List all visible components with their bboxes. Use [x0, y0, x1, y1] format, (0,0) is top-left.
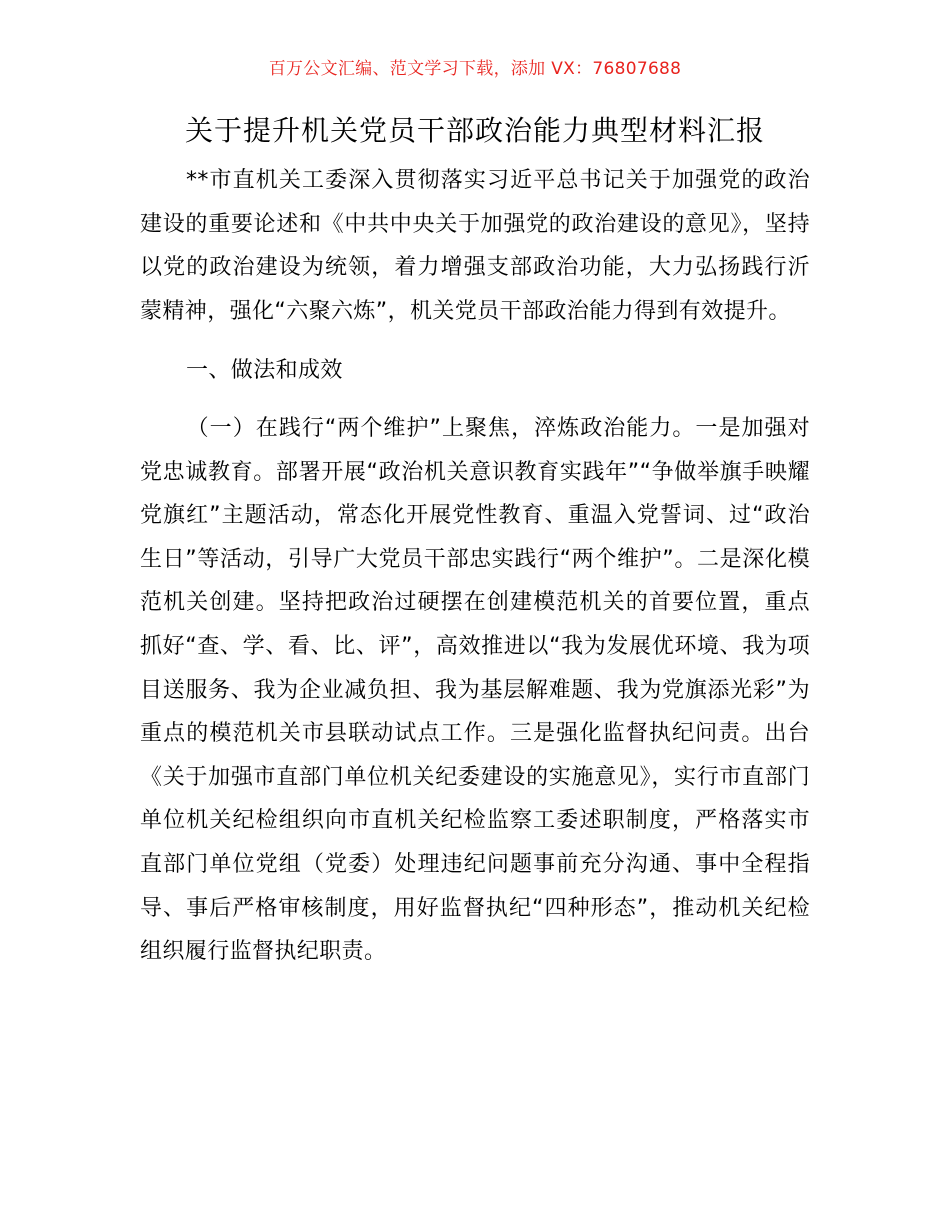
intro-paragraph [140, 159, 810, 333]
section-paragraph [140, 407, 810, 974]
watermark-text: 百万公文汇编、范文学习下载，添加 VX：76807688 [268, 59, 682, 79]
document-title: 关于提升机关党员干部政治能力典型材料汇报 [184, 114, 765, 147]
section-heading: 一、做法和成效 [186, 358, 343, 384]
intro-paragraph-text: **市直机关工委深入贯彻落实习近平总书记关于加强党的政治建设的重要论述和《中共中央关于加强党的政治建设的意见》，坚持以党的政治建设为统领，着力增强支部政治功能，大力弘扬践行沂蒙精神，强化“六聚六炼”，机关党员干部政治能力得到有效提升。 [140, 168, 810, 324]
section-paragraph-text: （一）在践行“两个维护”上聚焦，淬炼政治能力。一是加强对党忠诚教育。部署开展“政治机关意识教育实践年”“争做举旗手映耀党旗红”主题活动，常态化开展党性教育、重温入党誓词、过“政治生日”等活动，引导广大党员干部忠实践行“两个维护”。二是深化模范机关创建。坚持把政治过硬摆在创建模范机关的首要位置，重点抓好“查、学、看、比、评”，高效推进以“我为发展优环境、我为项目送服务、我为企业减负担、我为基层解难题、我为党旗添光彩”为重点的模范机关市县联动试点工作。三是强化监督执纪问责。出台《关于加强市直部门单位机关纪委建设的实施意见》，实行市直部门单位机关纪检组织向市直机关纪检监察工委述职制度，严格落实市直部门单位党组（党委）处理违纪问题事前充分沟通、事中全程指导、事后严格审核制度，用好监督执纪“四种形态”，推动机关纪检组织履行监督执纪职责。 [140, 415, 810, 965]
